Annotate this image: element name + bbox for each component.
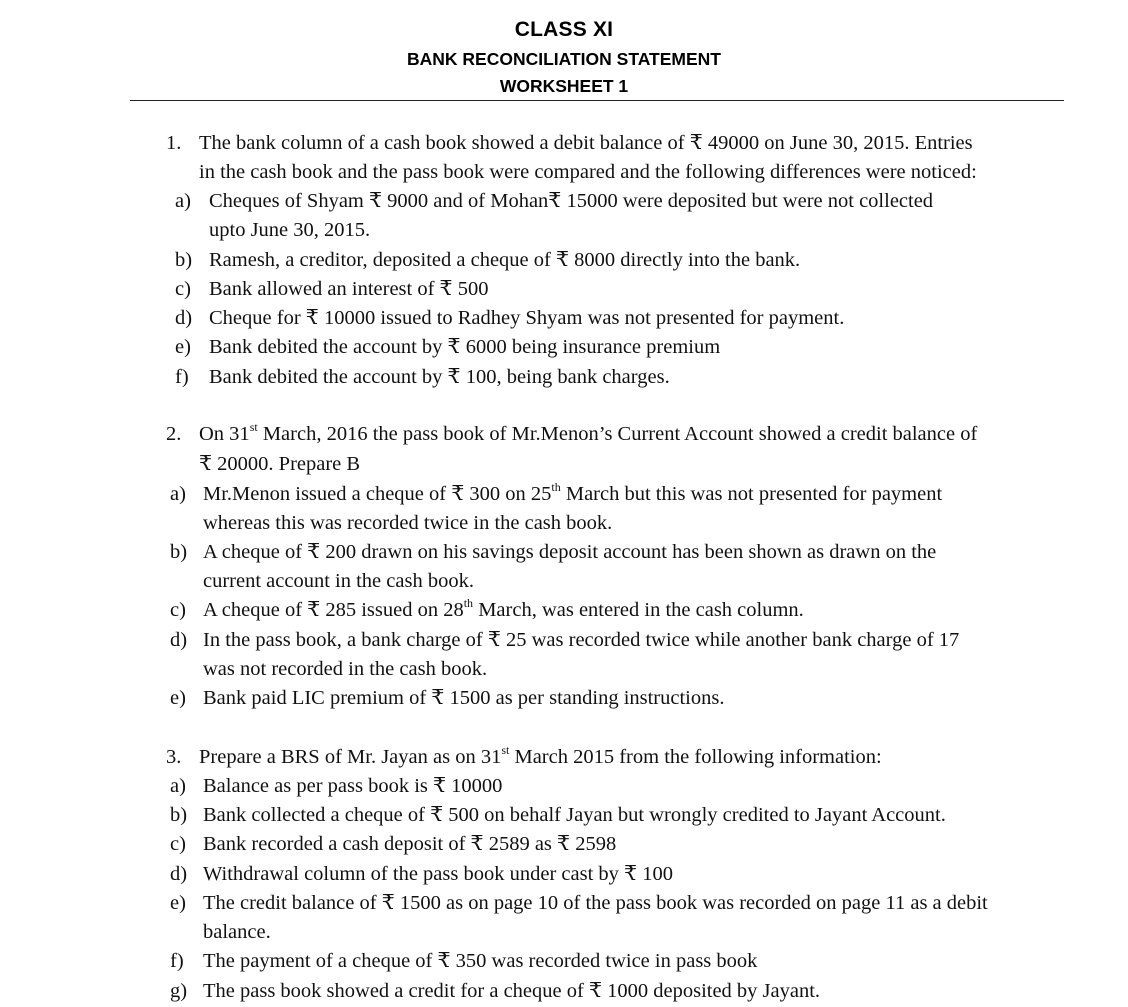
item-text: Withdrawal column of the pass book under cast by ₹ 100	[203, 863, 673, 885]
item-label: g)	[170, 980, 188, 1002]
item-label: b)	[175, 249, 193, 271]
question-text: On 31st March, 2016 the pass book of Mr.Menon’s Current Account showed a credit balance of	[199, 420, 978, 445]
item-label: e)	[170, 687, 186, 709]
item-text: Bank recorded a cash deposit of ₹ 2589 as ₹ 2598	[203, 833, 617, 855]
question-text: in the cash book and the pass book were compared and the following differences were noticed:	[199, 161, 977, 183]
item-label: b)	[170, 804, 188, 826]
item-label: f)	[170, 950, 184, 972]
item-text: Cheque for ₹ 10000 issued to Radhey Shyam was not presented for payment.	[209, 307, 845, 329]
question-number: 3.	[166, 746, 182, 768]
item-text: Ramesh, a creditor, deposited a cheque of ₹ 8000 directly into the bank.	[209, 249, 801, 271]
item-text: Bank allowed an interest of ₹ 500	[209, 278, 489, 300]
item-label: c)	[170, 599, 186, 621]
item-text: Bank collected a cheque of ₹ 500 on behalf Jayan but wrongly credited to Jayant Account.	[203, 804, 946, 826]
item-text: A cheque of ₹ 285 issued on 28th March, was entered in the cash column.	[203, 596, 804, 621]
item-label: d)	[170, 629, 188, 651]
item-label: d)	[175, 307, 193, 329]
item-text: whereas this was recorded twice in the cash book.	[203, 512, 613, 534]
question-text: Prepare a BRS of Mr. Jayan as on 31st March 2015 from the following information:	[199, 743, 882, 768]
item-text: was not recorded in the cash book.	[203, 658, 488, 680]
worksheet-number: WORKSHEET 1	[499, 76, 629, 96]
item-label: f)	[175, 366, 189, 388]
item-text: Balance as per pass book is ₹ 10000	[203, 775, 503, 797]
class-title: CLASS XI	[514, 18, 614, 41]
item-label: e)	[175, 336, 191, 358]
item-text: Bank paid LIC premium of ₹ 1500 as per standing instructions.	[203, 687, 725, 709]
item-label: a)	[170, 483, 186, 505]
item-text: In the pass book, a bank charge of ₹ 25 was recorded twice while another bank charge of 17	[203, 629, 960, 651]
item-text: Cheques of Shyam ₹ 9000 and of Mohan₹ 15000 were deposited but were not collected	[209, 190, 934, 212]
item-text: upto June 30, 2015.	[209, 219, 371, 241]
item-text: Mr.Menon issued a cheque of ₹ 300 on 25th March but this was not presented for payment	[203, 480, 943, 505]
question-number: 2.	[166, 423, 182, 445]
item-text: Bank debited the account by ₹ 100, being bank charges.	[209, 366, 670, 388]
item-text: Bank debited the account by ₹ 6000 being insurance premium	[209, 336, 721, 358]
header-divider	[130, 100, 1064, 101]
question-text: ₹ 20000. Prepare B	[199, 453, 361, 475]
question-text: The bank column of a cash book showed a debit balance of ₹ 49000 on June 30, 2015. Entries	[199, 132, 973, 154]
item-label: a)	[175, 190, 191, 212]
item-text: The credit balance of ₹ 1500 as on page 10 of the pass book was recorded on page 11 as a debit	[203, 892, 988, 914]
item-text: balance.	[203, 921, 271, 943]
item-label: e)	[170, 892, 186, 914]
worksheet-subject: BANK RECONCILIATION STATEMENT	[406, 49, 721, 69]
item-label: b)	[170, 541, 188, 563]
question-number: 1.	[166, 132, 182, 154]
item-label: a)	[170, 775, 186, 797]
item-text: The pass book showed a credit for a cheque of ₹ 1000 deposited by Jayant.	[203, 980, 821, 1002]
item-text: current account in the cash book.	[203, 570, 474, 592]
item-text: A cheque of ₹ 200 drawn on his savings deposit account has been shown as drawn on the	[203, 541, 937, 563]
item-label: d)	[170, 863, 188, 885]
item-text: The payment of a cheque of ₹ 350 was recorded twice in pass book	[203, 950, 758, 972]
item-label: c)	[175, 278, 191, 300]
item-label: c)	[170, 833, 186, 855]
